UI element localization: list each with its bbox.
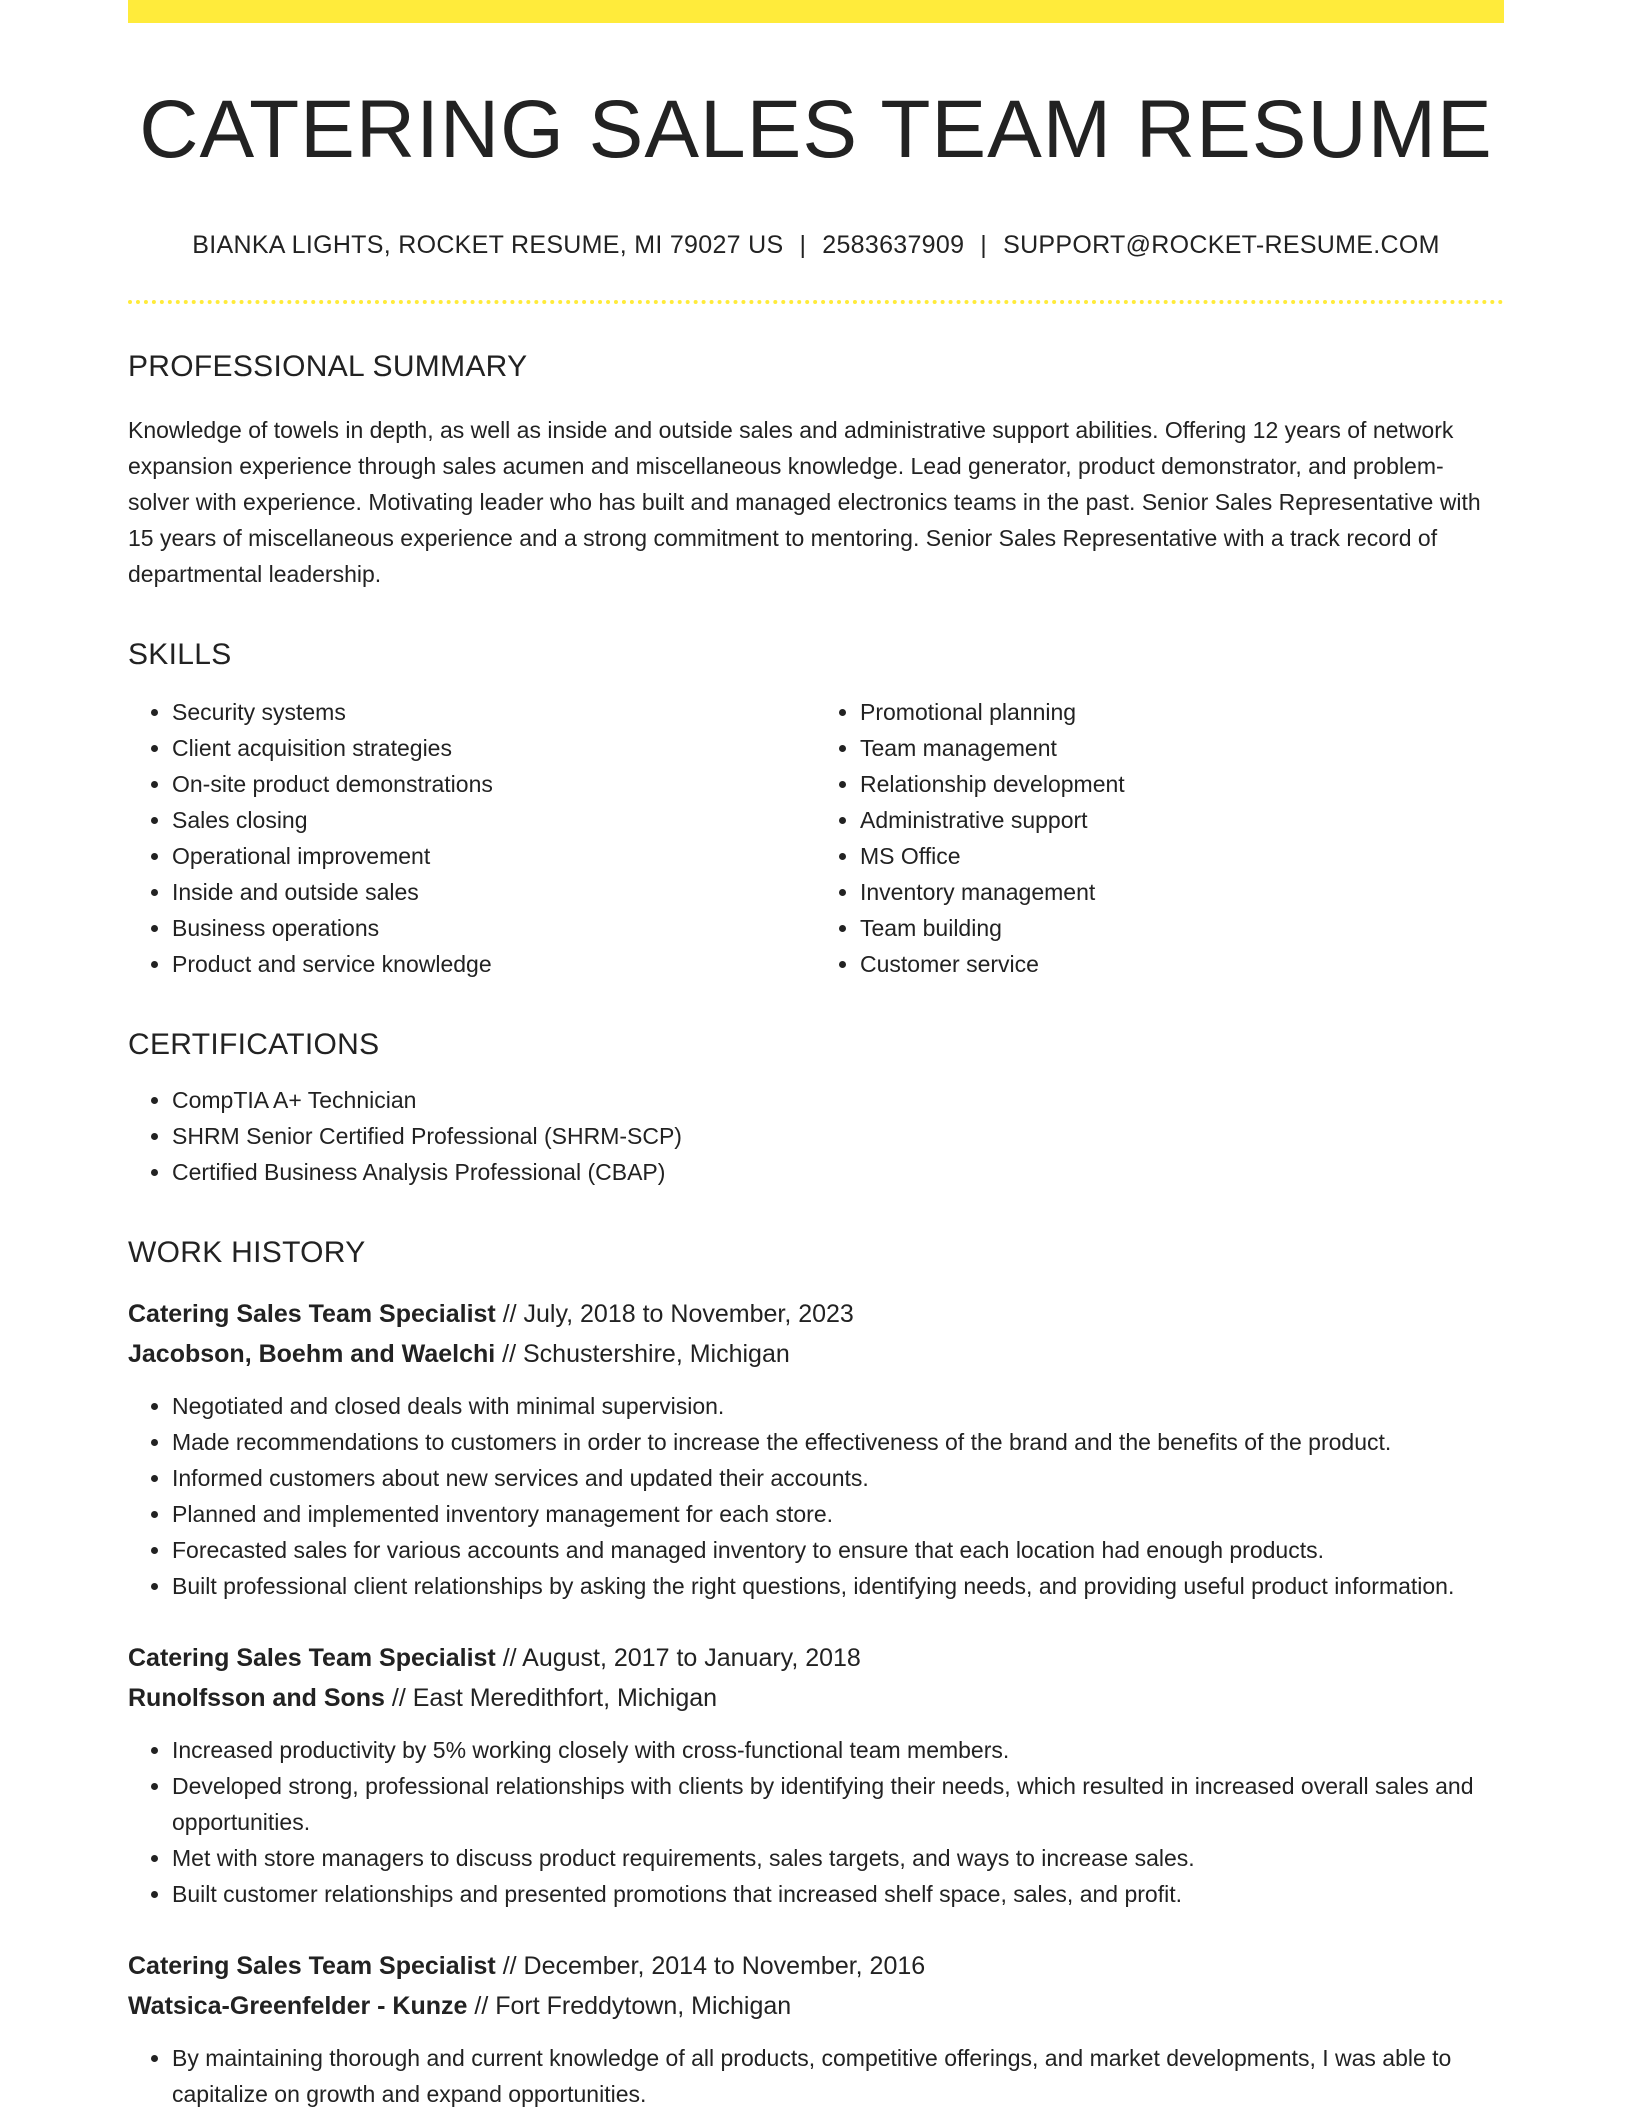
contact-email: SUPPORT@ROCKET-RESUME.COM: [1003, 231, 1440, 260]
job-bullet: • Forecasted sales for various accounts and managed inventory to ensure that each location had enough products.: [172, 1532, 1504, 1568]
certification-item: • Certified Business Analysis Professional (CBAP): [172, 1154, 1504, 1190]
contact-address: BIANKA LIGHTS, ROCKET RESUME, MI 79027 US: [192, 231, 784, 260]
job-bullet: • Built customer relationships and presented promotions that increased shelf space, sales, and profit.: [172, 1876, 1504, 1912]
accent-top-bar: [128, 0, 1504, 23]
job-title-line: [128, 1638, 1504, 1678]
job-company: Watsica-Greenfelder - Kunze: [128, 1992, 468, 2021]
job-dates: // July, 2018 to November, 2023: [495, 1300, 854, 1329]
job-bullet: • Built professional client relationships by asking the right questions, identifying needs, and providing useful product information.: [172, 1568, 1504, 1604]
skill-item: • Team building: [860, 910, 1504, 946]
job-title-line: [128, 1294, 1504, 1334]
contact-phone: 2583637909: [822, 231, 965, 260]
skill-item: • Promotional planning: [860, 694, 1504, 730]
skills-heading: SKILLS: [128, 638, 232, 672]
skill-item: • Customer service: [860, 946, 1504, 982]
job-title: Catering Sales Team Specialist: [128, 1952, 496, 1981]
job-bullets: [128, 1388, 1504, 1604]
dotted-divider: [128, 300, 1504, 304]
skills-list-left: [128, 694, 816, 982]
job-company-line: [128, 1986, 1504, 2026]
certification-item: • CompTIA A+ Technician: [172, 1082, 1504, 1118]
job-location: // East Meredithfort, Michigan: [384, 1684, 718, 1713]
job-bullet: • Met with store managers to discuss product requirements, sales targets, and ways to increase sales.: [172, 1840, 1504, 1876]
job-title: Catering Sales Team Specialist: [128, 1300, 496, 1329]
skill-item: • Sales closing: [172, 802, 816, 838]
skill-item: • Administrative support: [860, 802, 1504, 838]
skills-list-right: [816, 694, 1504, 982]
contact-separator: |: [799, 231, 807, 260]
skill-item: • Business operations: [172, 910, 816, 946]
skill-item: • Security systems: [172, 694, 816, 730]
work-history-heading: WORK HISTORY: [128, 1236, 366, 1270]
skill-item: • Inventory management: [860, 874, 1504, 910]
job-bullet: • Informed customers about new services and updated their accounts.: [172, 1460, 1504, 1496]
skill-item: • On-site product demonstrations: [172, 766, 816, 802]
skills-grid: [128, 672, 1504, 982]
job-company: Jacobson, Boehm and Waelchi: [128, 1340, 496, 1369]
job-bullet: • Increased productivity by 5% working closely with cross-functional team members.: [172, 1732, 1504, 1768]
skill-item: • Product and service knowledge: [172, 946, 816, 982]
certification-item: • SHRM Senior Certified Professional (SHRM-SCP): [172, 1118, 1504, 1154]
job-bullets: [128, 1732, 1504, 1912]
job-entry: [128, 1638, 1504, 1912]
job-title-line: [128, 1946, 1504, 1986]
skill-item: • Inside and outside sales: [172, 874, 816, 910]
job-company: Runolfsson and Sons: [128, 1684, 385, 1713]
job-company-line: [128, 1678, 1504, 1718]
job-bullet: • By maintaining thorough and current knowledge of all products, competitive offerings, and market developments, I was able to capitalize on growth and expand opportunities.: [172, 2040, 1504, 2112]
skill-item: • Client acquisition strategies: [172, 730, 816, 766]
job-bullet: • Planned and implemented inventory management for each store.: [172, 1496, 1504, 1532]
job-location: // Fort Freddytown, Michigan: [467, 1992, 792, 2021]
skill-item: • Team management: [860, 730, 1504, 766]
job-bullet: • Made recommendations to customers in order to increase the effectiveness of the brand and the benefits of the product.: [172, 1424, 1504, 1460]
job-company-line: [128, 1334, 1504, 1374]
job-bullet: • Developed strong, professional relationships with clients by identifying their needs, which resulted in increased overall sales and opportunities.: [172, 1768, 1504, 1840]
job-bullet: • Negotiated and closed deals with minimal supervision.: [172, 1388, 1504, 1424]
contact-separator: |: [980, 231, 988, 260]
job-entry: [128, 1294, 1504, 1604]
resume-page: [128, 0, 1504, 2112]
resume-title: CATERING SALES TEAM RESUME: [139, 84, 1493, 175]
job-bullets: [128, 2040, 1504, 2112]
job-title: Catering Sales Team Specialist: [128, 1644, 496, 1673]
job-location: // Schustershire, Michigan: [495, 1340, 790, 1369]
skill-item: • Relationship development: [860, 766, 1504, 802]
contact-line: [128, 231, 1504, 260]
job-dates: // December, 2014 to November, 2016: [495, 1952, 926, 1981]
certifications-heading: CERTIFICATIONS: [128, 1028, 380, 1062]
skill-item: • MS Office: [860, 838, 1504, 874]
job-dates: // August, 2017 to January, 2018: [495, 1644, 861, 1673]
summary-heading: PROFESSIONAL SUMMARY: [128, 350, 528, 384]
summary-text: Knowledge of towels in depth, as well as inside and outside sales and administrative support abilities. Offering 12 years of network expansion experience through sales acumen and miscellaneous knowledge. Lead generator, product demonstrator, and problem-solver with experience. Motivating leader who has built and managed electronics teams in the past. Senior Sales Representative with 15 years of miscellaneous experience and a strong commitment to mentoring. Senior Sales Representative with a track record of departmental leadership.: [128, 417, 1481, 588]
skill-item: • Operational improvement: [172, 838, 816, 874]
certifications-list: [128, 1082, 1504, 1190]
job-entry: [128, 1946, 1504, 2112]
